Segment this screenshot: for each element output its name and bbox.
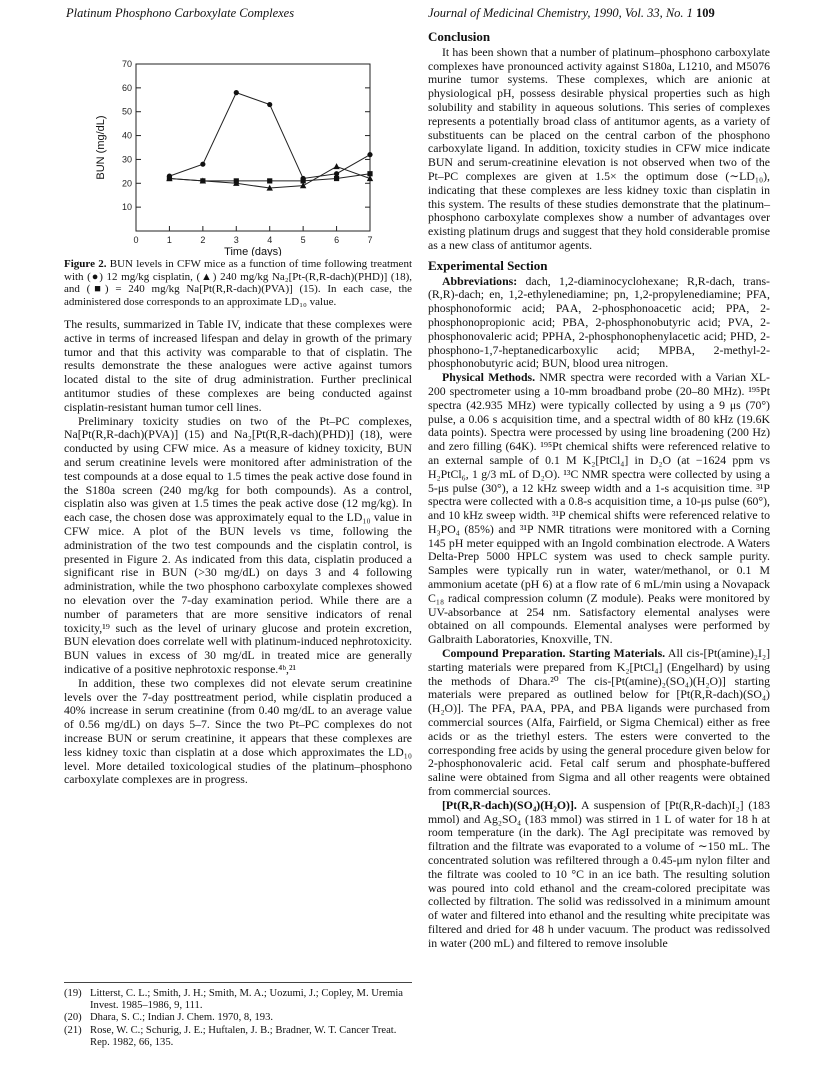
footnote-number: (19) bbox=[64, 988, 82, 999]
bun-line-chart bbox=[64, 44, 412, 256]
plot-frame bbox=[136, 64, 370, 231]
x-tick-label: 6 bbox=[334, 235, 340, 245]
right-column bbox=[428, 30, 770, 951]
left-column bbox=[64, 318, 412, 787]
page-number: 109 bbox=[696, 6, 715, 20]
y-tick-label: 20 bbox=[121, 178, 132, 189]
figure-2 bbox=[64, 44, 412, 256]
pt-dach-sulfate-text: A suspension of [Pt(R,R-dach)I₂] (183 mmol) and Ag₂SO₄ (183 mmol) was stirred in 1 L of water for 18 h at room temperature (in the dark). The AgI precipitate was removed by filtration and the filtrate was evaporated to a volume of ∼150 mL. The concentrated solution was refiltered through a 0.45-μm nylon filter and the filtrate was cooled to 10 °C in an ice bath. The resulting solution was poured into cold ethanol and the cream-colored precipitate was collected by filtration. The solid was redissolved in a minimum amount of water and filtered into ethanol and the resulting white precipitate was filtered and dried for 48 h under vacuum. The product was redissolved in water (200 mL) and filtered to remove insoluble bbox=[428, 797, 770, 950]
footnote-19 bbox=[64, 988, 412, 1012]
x-tick-label: 4 bbox=[267, 235, 273, 245]
y-tick-label: 50 bbox=[121, 106, 132, 117]
y-tick-label: 70 bbox=[121, 59, 132, 69]
abbreviations-paragraph bbox=[428, 275, 770, 372]
physical-methods-label: Physical Methods. bbox=[442, 370, 536, 385]
footnote-rule bbox=[64, 982, 412, 983]
y-tick-label: 10 bbox=[121, 202, 132, 213]
compound-preparation-text: All cis-[Pt(amine)₂I₂] starting materials were prepared from K₂[PtCl₄] (Engelhard) by using the methods of Dhara.²⁰ The cis-[Pt(amine)₂(SO₄)(H₂O)] starting materials were prepared as outlined below for [Pt(R,R-dach)(SO₄)(H₂O)]. The PFA, PAA, PPA, and PBA ligands were purchased from commercial sources (Alfa, Fairfield, or Sigma Chemical) either as free acids or as the triethyl esters. The esters were converted to the corresponding free acids by using the general procedure given below for 2-phosphonovaleric acid. Fetal calf serum and phosphate-buffered saline were obtained from Sigma and all other reagents were obtained from commercial sources. bbox=[428, 646, 771, 799]
footnote-text: Rose, W. C.; Schurig, J. E.; Huftalen, J. B.; Bradner, W. T. Cancer Treat. Rep. 1982, 66, 135. bbox=[90, 1024, 397, 1048]
compound-preparation-paragraph bbox=[428, 647, 770, 799]
journal-citation: Journal of Medicinal Chemistry, 1990, Vol. 33, No. 1 bbox=[428, 6, 693, 20]
conclusion-heading: Conclusion bbox=[428, 29, 491, 44]
y-tick-label: 40 bbox=[121, 130, 132, 141]
caption-label: Figure 2. bbox=[64, 258, 107, 270]
footnote-text: Litterst, C. L.; Smith, J. H.; Smith, M. A.; Uozumi, J.; Copley, M. Uremia Invest. 1985–1986, 9, 111. bbox=[90, 988, 404, 1012]
data-point-circle bbox=[267, 102, 272, 107]
footnote-number: (21) bbox=[64, 1024, 82, 1036]
data-point-square bbox=[367, 171, 372, 176]
x-axis-label: Time (days) bbox=[224, 246, 282, 256]
x-tick-label: 1 bbox=[166, 235, 172, 245]
abbreviations-label: Abbreviations: bbox=[442, 273, 518, 288]
running-header-left: Platinum Phosphono Carboxylate Complexes bbox=[66, 6, 295, 20]
creatinine-paragraph: In addition, these two complexes did not elevate serum creatinine levels over the 7-day posttreatment period, while cisplatin produced a 40% increase in serum creatinine (from 0.40 mg/dL to an average value of 0.56 mg/dL) on days 5–7. Since the two Pt–PC complexes do not increase BUN or serum creatinine, it appears that these complexes are less kidney toxic than cisplatin at a dose which approximates the LD₁₀ level. More detailed toxicological studies of the platinum–phosphono carboxylate complexes are in progress. bbox=[64, 675, 412, 787]
experimental-heading: Experimental Section bbox=[428, 257, 548, 273]
toxicity-paragraph: Preliminary toxicity studies on two of the Pt–PC complexes, Na[Pt(R,R-dach)(PVA)] (15) and Na₂[Pt(R,R-dach)(PHD)] (18), were conducted by using CFW mice. As a measure of kidney toxicity, BUN and serum creatinine levels were monitored after administration of the test compounds at a dose equal to 1.5 times the peak active dose found in the S180a screen (240 mg/kg for both compounds). As a control, cisplatin also was given at 1.5 times the peak active dose (12 mg/kg). In each case, the chosen dose was approximately equal to the LD₁₀ value in CFW mice. A plot of the BUN levels vs time, following the administration of the two test compounds and the cisplatin control, is presented in Figure 2. As indicated from this data, cisplatin produced a significant rise in BUN (>30 mg/dL) on days 3 and 4 following administration, while the two phosphono carboxylate complexes showed no elevation over the 7-day examination period. While there are a number of parameters that are more sensitive indicators of renal toxicity,¹⁹ such as the level of urinary glucose and protein excretion, BUN elevation does correlate well with platinum-induced nephrotoxicity. BUN values in excess of 30 mg/dL in treated mice are generally indicative of a positive nephrotoxic response.⁴ᵇ,²¹ bbox=[64, 413, 412, 676]
abbreviations-text: dach, 1,2-diaminocyclohexane; R,R-dach, trans-(R,R)-dach; en, 1,2-ethylenediamine; pn, 1,2-propylenediamine; PFA, phosphonoformic acid; PAA, 2-phosphonoacetic acid; PPA, 2-phosphonopropionic acid; PBA, 2-phosphonobutyric acid; PVA, 2-phosphonovaleric acid; PPHA, 2-phosphonophenylacetic acid; PHD, 2-phosphono-1,7-heptanedicarboxylic acid; MPBA, 2-methyl-2-phosphonobutyric acid; BUN, blood urea nitrogen. bbox=[428, 273, 770, 371]
pt-dach-sulfate-label: [Pt(R,R-dach)(SO₄)(H₂O)]. bbox=[442, 797, 577, 812]
running-header-right bbox=[428, 6, 715, 21]
x-tick-label: 7 bbox=[367, 235, 373, 245]
data-point-circle bbox=[334, 171, 339, 176]
footnote-text: Dhara, S. C.; Indian J. Chem. 1970, 8, 193. bbox=[90, 1012, 274, 1024]
y-axis-label: BUN (mg/dL) bbox=[95, 115, 107, 180]
data-point-square bbox=[200, 178, 205, 183]
data-point-square bbox=[267, 178, 272, 183]
physical-methods-text: NMR spectra were recorded with a Varian XL-200 spectrometer using a 10-mm broadband probe (20–80 MHz). ¹⁹⁵Pt spectra (42.935 MHz) were typically collected by using a 9 μs (70°) pulse, a 0.06 s acquisition time, and a spectral width of 80 kHz (19.6K data points). Spectra were processed by using line broadening (200 Hz) and zero filling (64K). ¹⁹⁵Pt chemical shifts were referenced relative to an external sample of 0.1 M K₂[PtCl₄] in D₂O (at −1624 ppm vs H₂PtCl₆, 1 g/3 mL of D₂O). ¹³C NMR spectra were collected by using a 5-μs pulse (30°), a 12 kHz sweep width and a 1-s acquisition time. ³¹P spectra were collected with a 0.8-s acquisition time, a 10-μs pulse (60°), and 10 kHz sweep width. ³¹P chemical shifts were referenced relative to H₃PO₄ (85%) and ³¹P NMR titrations were monitored with a Corning 145 pH meter equipped with an Ingold combination electrode. A Waters Delta-Prep 5000 HPLC system was used to check sample purity. Samples were typically run in water, water/methanol, or 0.1 M ammonium acetate (pH 6) at a flow rate of 6 mL/min using a Novapack C₁₈ radical compression column (Z module). Peaks were monitored by UV-absorbance at 254 nm. Satisfactory elemental analyses were obtained on all compounds. Elemental analyses were performed by Galbraith Laboratories, Knoxville, TN. bbox=[428, 370, 770, 647]
x-tick-label: 3 bbox=[233, 235, 239, 245]
data-point-triangle bbox=[333, 163, 339, 169]
physical-methods-paragraph bbox=[428, 371, 770, 647]
footnote-number: (20) bbox=[64, 1012, 82, 1024]
caption-text: BUN levels in CFW mice as a function of time following treatment with (●) 12 mg/kg cisplatin, (▲) 240 mg/kg Na₂[Pt-(R,R-dach)(PHD)] (18), and (■) = 240 mg/kg Na[Pt(R,R-dach)(PVA)] (15). In each case, the administered dose corresponds to an approximate LD₁₀ value. bbox=[64, 258, 412, 308]
footnote-21 bbox=[64, 1025, 412, 1049]
conclusion-paragraph: It has been shown that a number of platinum–phosphono carboxylate complexes have pronounced activity against S180a, L1210, and M5076 murine tumor systems. These complexes, which are anionic at physiological pH, possess desirable physical properties such as high solubility and stability in aqueous solutions. This series of complexes represents a potentially broad class of antitumor agents, as a variety of substituents can be placed on the central carbon of the phosphono carboxylate ligand. In addition, toxicity studies in CFW mice indicate BUN and serum-creatinine elevation is not observed when two of the Pt–PC complexes are given at 1.5× the optimum dose (∼LD₁₀), indicating that these complexes are less kidney toxic than cisplatin in this system. The results of these studies demonstrate that the platinum–phosphono carboxylate complexes show a number of advantages over existing platinum drugs and suggest that they hold considerable promise as a new class of antitumor agents. bbox=[428, 44, 770, 252]
footnotes bbox=[64, 988, 412, 1049]
data-point-square bbox=[167, 176, 172, 181]
data-point-circle bbox=[234, 90, 239, 95]
figure-caption bbox=[64, 258, 412, 308]
data-point-circle bbox=[367, 152, 372, 157]
results-paragraph: The results, summarized in Table IV, indicate that these complexes were active in terms of increased lifespan and delay in growth of the primary tumor and that this activity was comparable to that of cisplatin. The results demonstrate the these analogues were active against tumors located distal to the site of drug administration. Further preclinical antitumor studies of these complexes are being conducted against cisplatin-resistant human tumor cell lines. bbox=[64, 317, 412, 414]
y-tick-label: 60 bbox=[121, 82, 132, 93]
data-point-square bbox=[234, 178, 239, 183]
y-tick-label: 30 bbox=[121, 154, 132, 165]
pt-dach-sulfate-paragraph bbox=[428, 799, 770, 951]
x-tick-label: 0 bbox=[133, 235, 139, 245]
data-point-square bbox=[301, 178, 306, 183]
footnote-20 bbox=[64, 1012, 412, 1024]
compound-preparation-label: Compound Preparation. Starting Materials. bbox=[442, 646, 666, 661]
data-point-circle bbox=[200, 162, 205, 167]
x-tick-label: 5 bbox=[300, 235, 306, 245]
data-point-square bbox=[334, 176, 339, 181]
x-tick-label: 2 bbox=[200, 235, 206, 245]
